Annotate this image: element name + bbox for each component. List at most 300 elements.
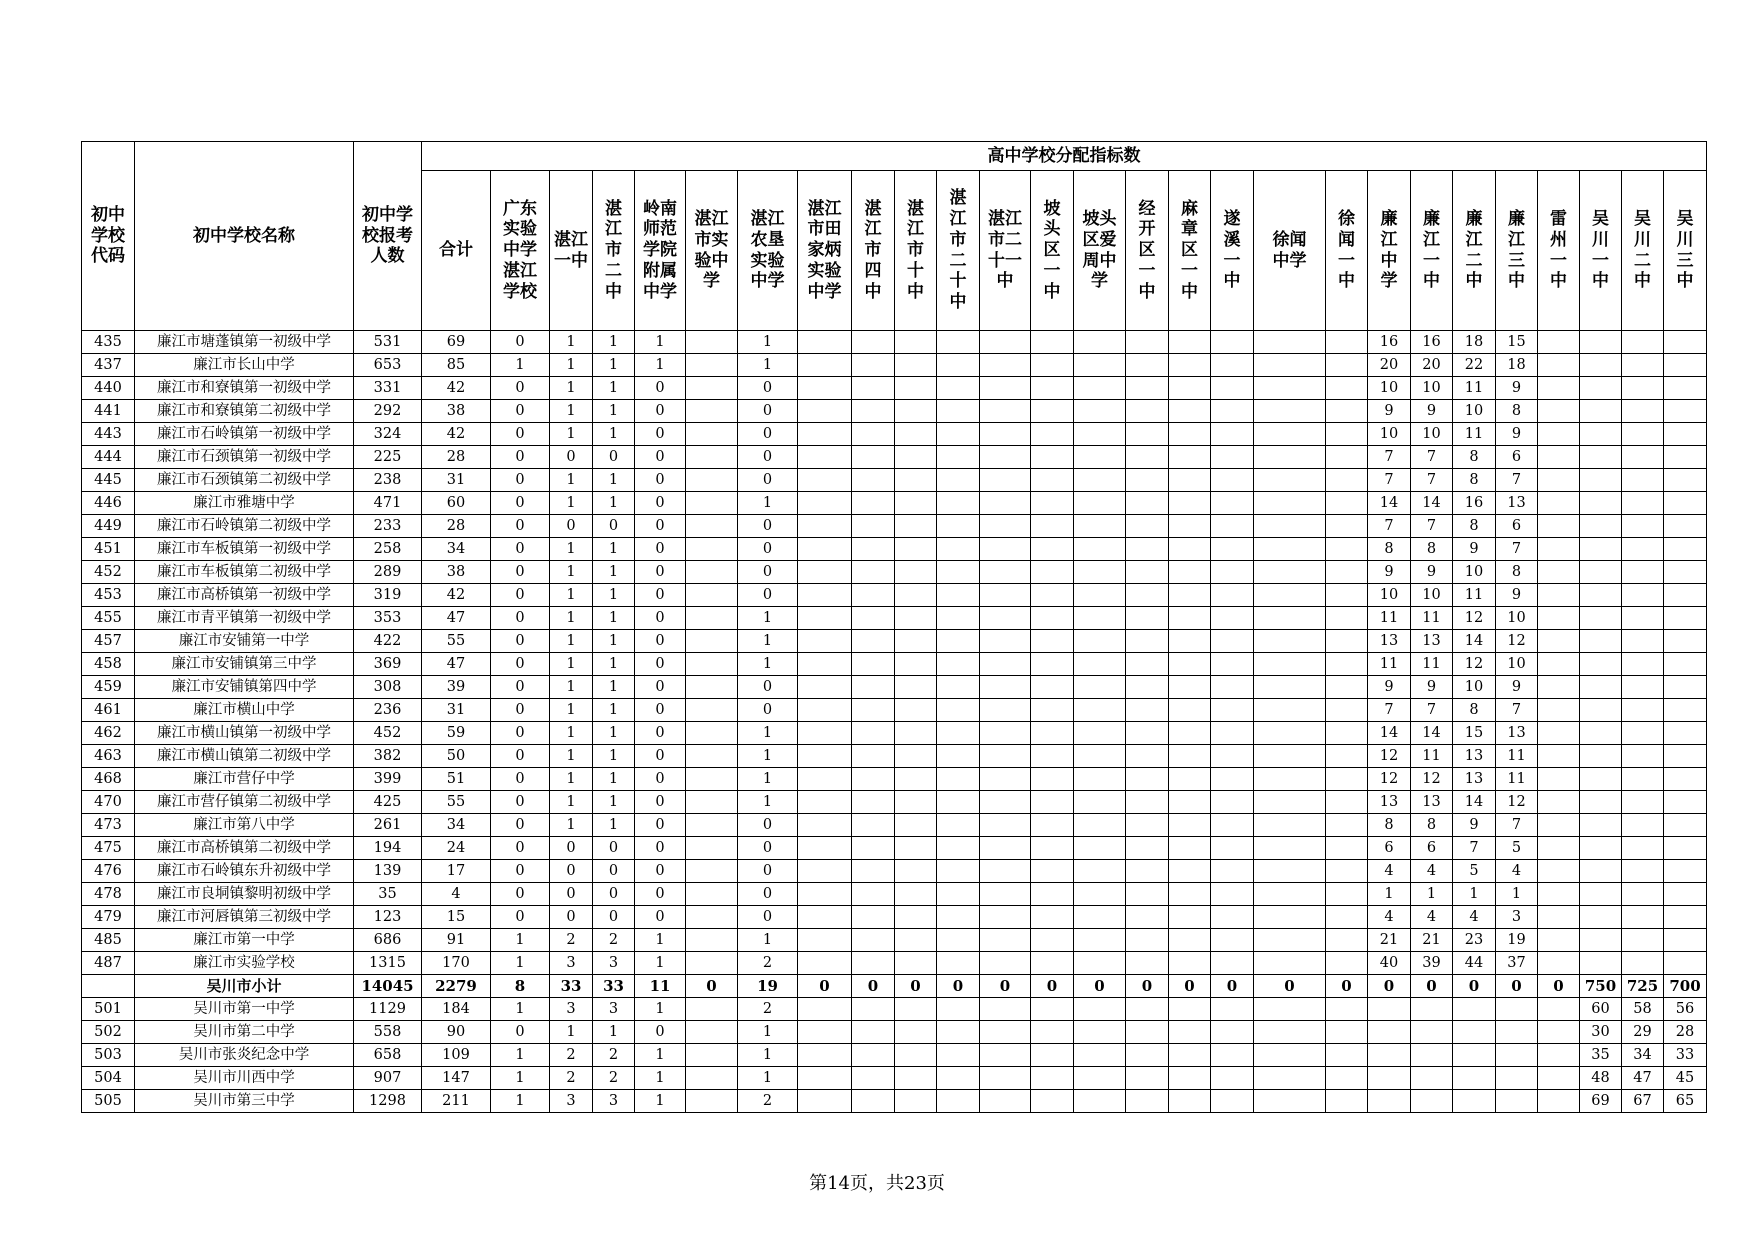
- quota-cell: 1: [593, 469, 635, 492]
- quota-cell: 13: [1411, 791, 1453, 814]
- quota-cell: [1664, 791, 1707, 814]
- quota-cell: [1254, 515, 1326, 538]
- quota-cell: [1169, 653, 1211, 676]
- quota-cell: 12: [1368, 745, 1411, 768]
- quota-cell: [1411, 1090, 1453, 1113]
- quota-cell: 1: [738, 722, 798, 745]
- quota-cell: [1169, 1090, 1211, 1113]
- quota-cell: [1074, 584, 1126, 607]
- quota-cell: [686, 837, 738, 860]
- table-row: [82, 354, 1707, 377]
- quota-cell: 1: [550, 331, 593, 354]
- quota-cell: 8: [1496, 400, 1538, 423]
- quota-cell: 42: [422, 377, 491, 400]
- quota-cell: 0: [852, 975, 895, 998]
- quota-cell: 2: [738, 1090, 798, 1113]
- quota-cell: [1031, 331, 1074, 354]
- sub-header-cell: 吴 川 一 中: [1580, 171, 1622, 331]
- quota-cell: 18: [1453, 331, 1496, 354]
- quota-cell: [798, 791, 852, 814]
- quota-cell: [1664, 745, 1707, 768]
- quota-cell: [980, 952, 1031, 975]
- quota-cell: 1: [635, 354, 686, 377]
- quota-cell: 0: [1326, 975, 1368, 998]
- school-code-cell: 461: [82, 699, 135, 722]
- quota-cell: [895, 722, 937, 745]
- quota-cell: [895, 607, 937, 630]
- quota-cell: [1664, 354, 1707, 377]
- quota-cell: [1664, 906, 1707, 929]
- quota-cell: [1031, 998, 1074, 1021]
- applicant-count-cell: 308: [354, 676, 422, 699]
- applicant-count-cell: 907: [354, 1067, 422, 1090]
- quota-cell: 9: [1496, 377, 1538, 400]
- quota-cell: [1211, 745, 1254, 768]
- table-row: [82, 423, 1707, 446]
- quota-cell: [1580, 883, 1622, 906]
- quota-cell: 7: [1411, 515, 1453, 538]
- quota-cell: 0: [491, 722, 550, 745]
- quota-cell: [1126, 607, 1169, 630]
- quota-cell: 34: [422, 538, 491, 561]
- quota-cell: 56: [1664, 998, 1707, 1021]
- quota-cell: [1254, 814, 1326, 837]
- quota-cell: [1453, 1067, 1496, 1090]
- quota-cell: [1622, 791, 1664, 814]
- quota-cell: [1580, 791, 1622, 814]
- quota-cell: [937, 469, 980, 492]
- quota-cell: 2279: [422, 975, 491, 998]
- school-code-cell: 453: [82, 584, 135, 607]
- quota-cell: [852, 1090, 895, 1113]
- quota-cell: [1074, 1044, 1126, 1067]
- table-row: [82, 676, 1707, 699]
- school-name-cell: 廉江市石颈镇第二初级中学: [135, 469, 354, 492]
- quota-cell: [1211, 653, 1254, 676]
- quota-cell: 8: [1368, 538, 1411, 561]
- quota-cell: 1: [491, 354, 550, 377]
- quota-cell: [1031, 354, 1074, 377]
- quota-cell: [1496, 1044, 1538, 1067]
- quota-cell: 59: [422, 722, 491, 745]
- quota-cell: [852, 998, 895, 1021]
- quota-cell: 4: [1368, 860, 1411, 883]
- quota-cell: [1126, 653, 1169, 676]
- quota-cell: [937, 423, 980, 446]
- quota-cell: [798, 423, 852, 446]
- table-row: [82, 515, 1707, 538]
- table-row: [82, 929, 1707, 952]
- quota-cell: [1538, 676, 1580, 699]
- quota-cell: [852, 630, 895, 653]
- school-name-cell: 廉江市石岭镇第一初级中学: [135, 423, 354, 446]
- quota-cell: 0: [491, 837, 550, 860]
- quota-cell: 10: [1411, 584, 1453, 607]
- quota-cell: [1538, 515, 1580, 538]
- quota-cell: 12: [1496, 791, 1538, 814]
- quota-cell: [1538, 1067, 1580, 1090]
- quota-cell: [895, 814, 937, 837]
- applicant-count-cell: 425: [354, 791, 422, 814]
- quota-cell: [937, 906, 980, 929]
- quota-cell: [1254, 998, 1326, 1021]
- quota-cell: [1031, 446, 1074, 469]
- quota-cell: [798, 883, 852, 906]
- applicant-count-cell: 319: [354, 584, 422, 607]
- quota-cell: [798, 1044, 852, 1067]
- quota-cell: [1031, 1067, 1074, 1090]
- quota-cell: 12: [1411, 768, 1453, 791]
- quota-cell: 31: [422, 469, 491, 492]
- quota-cell: 7: [1368, 469, 1411, 492]
- quota-cell: [937, 1067, 980, 1090]
- quota-cell: [798, 998, 852, 1021]
- quota-cell: [798, 607, 852, 630]
- quota-cell: [1538, 630, 1580, 653]
- quota-cell: [798, 1021, 852, 1044]
- quota-cell: [980, 1067, 1031, 1090]
- table-row: [82, 998, 1707, 1021]
- quota-cell: 12: [1453, 607, 1496, 630]
- subtotal-row: [82, 975, 1707, 998]
- quota-cell: [1126, 860, 1169, 883]
- quota-cell: [1169, 423, 1211, 446]
- quota-cell: [1074, 883, 1126, 906]
- quota-cell: 3: [550, 998, 593, 1021]
- quota-cell: [1622, 676, 1664, 699]
- quota-cell: [1031, 745, 1074, 768]
- quota-cell: [1169, 1021, 1211, 1044]
- quota-cell: [1254, 676, 1326, 699]
- quota-cell: [1031, 515, 1074, 538]
- quota-cell: 0: [593, 837, 635, 860]
- quota-cell: 0: [593, 860, 635, 883]
- quota-cell: [686, 1090, 738, 1113]
- school-name-cell: 廉江市青平镇第一初级中学: [135, 607, 354, 630]
- quota-cell: [798, 837, 852, 860]
- quota-cell: [1126, 469, 1169, 492]
- quota-cell: 0: [1211, 975, 1254, 998]
- quota-cell: 1: [738, 768, 798, 791]
- quota-cell: [1211, 584, 1254, 607]
- table-row: [82, 860, 1707, 883]
- quota-cell: 55: [422, 791, 491, 814]
- school-name-cell: 廉江市河唇镇第三初级中学: [135, 906, 354, 929]
- quota-cell: [980, 998, 1031, 1021]
- quota-cell: 4: [422, 883, 491, 906]
- quota-cell: 0: [635, 607, 686, 630]
- quota-cell: 11: [1453, 423, 1496, 446]
- quota-cell: [686, 354, 738, 377]
- quota-cell: [1211, 423, 1254, 446]
- quota-cell: 0: [491, 814, 550, 837]
- quota-cell: [1211, 561, 1254, 584]
- school-code-cell: 437: [82, 354, 135, 377]
- quota-cell: [1622, 814, 1664, 837]
- quota-cell: [1538, 791, 1580, 814]
- quota-cell: [937, 354, 980, 377]
- school-code-cell: 479: [82, 906, 135, 929]
- quota-cell: 4: [1453, 906, 1496, 929]
- quota-cell: 0: [635, 515, 686, 538]
- quota-cell: [1664, 423, 1707, 446]
- sub-header-cell: 广东 实验 中学 湛江 学校: [491, 171, 550, 331]
- quota-cell: 1: [491, 998, 550, 1021]
- quota-cell: 0: [635, 1021, 686, 1044]
- quota-cell: [1622, 768, 1664, 791]
- school-code-cell: 501: [82, 998, 135, 1021]
- quota-cell: [937, 676, 980, 699]
- quota-cell: [1326, 607, 1368, 630]
- quota-cell: [1326, 929, 1368, 952]
- quota-cell: [1368, 1090, 1411, 1113]
- quota-cell: [895, 952, 937, 975]
- quota-cell: [852, 492, 895, 515]
- quota-cell: 7: [1368, 515, 1411, 538]
- quota-cell: [1538, 538, 1580, 561]
- quota-cell: 1: [550, 561, 593, 584]
- quota-cell: [1074, 814, 1126, 837]
- school-name-cell: 廉江市车板镇第一初级中学: [135, 538, 354, 561]
- quota-cell: 0: [635, 653, 686, 676]
- quota-cell: [1538, 745, 1580, 768]
- quota-cell: [852, 745, 895, 768]
- quota-cell: 1: [738, 929, 798, 952]
- table-row: [82, 331, 1707, 354]
- quota-cell: [895, 860, 937, 883]
- quota-cell: [1368, 1067, 1411, 1090]
- quota-cell: 10: [1496, 653, 1538, 676]
- quota-cell: [1664, 837, 1707, 860]
- quota-cell: [798, 906, 852, 929]
- quota-cell: [798, 400, 852, 423]
- quota-cell: [1664, 400, 1707, 423]
- quota-cell: 10: [1496, 607, 1538, 630]
- quota-cell: 9: [1453, 814, 1496, 837]
- quota-cell: 18: [1496, 354, 1538, 377]
- quota-cell: [1169, 400, 1211, 423]
- quota-cell: 184: [422, 998, 491, 1021]
- quota-cell: [980, 607, 1031, 630]
- quota-cell: [980, 515, 1031, 538]
- quota-cell: 1: [593, 561, 635, 584]
- school-code-cell: 473: [82, 814, 135, 837]
- quota-cell: [1126, 837, 1169, 860]
- quota-cell: [1622, 584, 1664, 607]
- quota-cell: 11: [1368, 607, 1411, 630]
- quota-cell: [852, 400, 895, 423]
- quota-cell: [1664, 377, 1707, 400]
- quota-cell: 8: [1411, 538, 1453, 561]
- quota-cell: [1254, 906, 1326, 929]
- school-code-cell: 435: [82, 331, 135, 354]
- quota-cell: [1538, 331, 1580, 354]
- quota-cell: [852, 768, 895, 791]
- quota-cell: 20: [1368, 354, 1411, 377]
- quota-cell: [1580, 745, 1622, 768]
- quota-cell: [798, 722, 852, 745]
- quota-cell: [798, 860, 852, 883]
- quota-cell: 16: [1453, 492, 1496, 515]
- quota-cell: [1211, 377, 1254, 400]
- quota-cell: 9: [1496, 423, 1538, 446]
- quota-cell: 0: [491, 492, 550, 515]
- quota-cell: [852, 722, 895, 745]
- quota-cell: 20: [1411, 354, 1453, 377]
- quota-cell: [1664, 814, 1707, 837]
- quota-cell: [1126, 446, 1169, 469]
- quota-cell: [1126, 722, 1169, 745]
- quota-cell: 14: [1368, 722, 1411, 745]
- sub-header-cell: 经 开 区 一 中: [1126, 171, 1169, 331]
- quota-cell: [1326, 814, 1368, 837]
- school-code-cell: 441: [82, 400, 135, 423]
- quota-cell: 1: [738, 607, 798, 630]
- school-name-cell: 廉江市营仔中学: [135, 768, 354, 791]
- quota-cell: [1031, 607, 1074, 630]
- school-code-cell: 485: [82, 929, 135, 952]
- quota-cell: [1622, 630, 1664, 653]
- sub-header-cell: 湛江 市二 十一 中: [980, 171, 1031, 331]
- quota-cell: 39: [422, 676, 491, 699]
- quota-cell: 1: [1411, 883, 1453, 906]
- quota-cell: [1254, 584, 1326, 607]
- quota-cell: 0: [738, 538, 798, 561]
- quota-cell: 2: [593, 1067, 635, 1090]
- quota-cell: 1: [593, 377, 635, 400]
- quota-cell: [1326, 722, 1368, 745]
- quota-cell: 8: [1453, 699, 1496, 722]
- quota-cell: 1: [491, 1067, 550, 1090]
- quota-cell: [1453, 1021, 1496, 1044]
- quota-cell: [798, 492, 852, 515]
- quota-cell: 48: [1580, 1067, 1622, 1090]
- quota-cell: 8: [1368, 814, 1411, 837]
- school-name-cell: 廉江市和寮镇第二初级中学: [135, 400, 354, 423]
- quota-cell: 4: [1368, 906, 1411, 929]
- quota-cell: 90: [422, 1021, 491, 1044]
- quota-cell: [1326, 1021, 1368, 1044]
- quota-cell: 39: [1411, 952, 1453, 975]
- applicant-count-cell: 194: [354, 837, 422, 860]
- quota-cell: [1074, 676, 1126, 699]
- quota-cell: [1126, 377, 1169, 400]
- applicant-count-cell: 422: [354, 630, 422, 653]
- quota-cell: 15: [1496, 331, 1538, 354]
- quota-cell: 725: [1622, 975, 1664, 998]
- table-row: [82, 446, 1707, 469]
- quota-cell: [1074, 630, 1126, 653]
- quota-cell: 7: [1496, 699, 1538, 722]
- quota-cell: [895, 1021, 937, 1044]
- quota-cell: [1538, 814, 1580, 837]
- quota-cell: 0: [738, 446, 798, 469]
- sub-header-cell: 湛 江 市 二 中: [593, 171, 635, 331]
- quota-cell: 1: [550, 538, 593, 561]
- quota-cell: 28: [422, 515, 491, 538]
- quota-cell: [686, 1067, 738, 1090]
- quota-cell: [1074, 446, 1126, 469]
- quota-cell: 4: [1496, 860, 1538, 883]
- quota-cell: 0: [686, 975, 738, 998]
- quota-cell: 0: [491, 860, 550, 883]
- quota-cell: [937, 814, 980, 837]
- quota-cell: [686, 400, 738, 423]
- quota-cell: [1664, 630, 1707, 653]
- quota-cell: 0: [1538, 975, 1580, 998]
- quota-cell: 1: [550, 492, 593, 515]
- quota-cell: [937, 929, 980, 952]
- quota-cell: 0: [550, 446, 593, 469]
- quota-cell: 47: [1622, 1067, 1664, 1090]
- quota-cell: [1538, 446, 1580, 469]
- quota-cell: [1169, 883, 1211, 906]
- applicant-count-cell: 1315: [354, 952, 422, 975]
- quota-cell: [1074, 1021, 1126, 1044]
- quota-cell: 0: [491, 331, 550, 354]
- quota-cell: [1074, 929, 1126, 952]
- quota-cell: [937, 998, 980, 1021]
- quota-cell: [1538, 377, 1580, 400]
- quota-cell: [1254, 745, 1326, 768]
- quota-cell: [980, 377, 1031, 400]
- table-row: [82, 745, 1707, 768]
- applicant-count-cell: 261: [354, 814, 422, 837]
- quota-cell: [1169, 1067, 1211, 1090]
- quota-cell: [1580, 768, 1622, 791]
- sub-header-cell: 廉 江 二 中: [1453, 171, 1496, 331]
- quota-cell: [1664, 515, 1707, 538]
- quota-cell: [1169, 446, 1211, 469]
- quota-cell: [937, 400, 980, 423]
- quota-cell: 1: [738, 630, 798, 653]
- quota-cell: [1664, 722, 1707, 745]
- quota-cell: 42: [422, 584, 491, 607]
- quota-cell: [1580, 814, 1622, 837]
- school-name-cell: 廉江市长山中学: [135, 354, 354, 377]
- quota-cell: 0: [738, 883, 798, 906]
- quota-cell: [798, 952, 852, 975]
- quota-cell: [686, 630, 738, 653]
- quota-cell: 1: [738, 1044, 798, 1067]
- table-row: [82, 377, 1707, 400]
- quota-cell: [1664, 584, 1707, 607]
- school-code-cell: 452: [82, 561, 135, 584]
- quota-cell: 2: [550, 1067, 593, 1090]
- quota-cell: [895, 699, 937, 722]
- quota-cell: [852, 1044, 895, 1067]
- quota-cell: 13: [1453, 745, 1496, 768]
- quota-cell: 1: [491, 929, 550, 952]
- quota-cell: 0: [635, 814, 686, 837]
- quota-cell: [1368, 998, 1411, 1021]
- quota-cell: 13: [1368, 630, 1411, 653]
- quota-cell: 109: [422, 1044, 491, 1067]
- applicant-count-cell: 35: [354, 883, 422, 906]
- quota-cell: [937, 538, 980, 561]
- quota-cell: [1211, 1021, 1254, 1044]
- school-code-cell: 475: [82, 837, 135, 860]
- quota-cell: [980, 1021, 1031, 1044]
- school-code-cell: 462: [82, 722, 135, 745]
- quota-cell: 0: [1031, 975, 1074, 998]
- quota-cell: [1254, 446, 1326, 469]
- applicant-count-cell: 139: [354, 860, 422, 883]
- quota-cell: [1169, 607, 1211, 630]
- quota-cell: 1: [550, 653, 593, 676]
- quota-cell: [980, 676, 1031, 699]
- quota-cell: [937, 745, 980, 768]
